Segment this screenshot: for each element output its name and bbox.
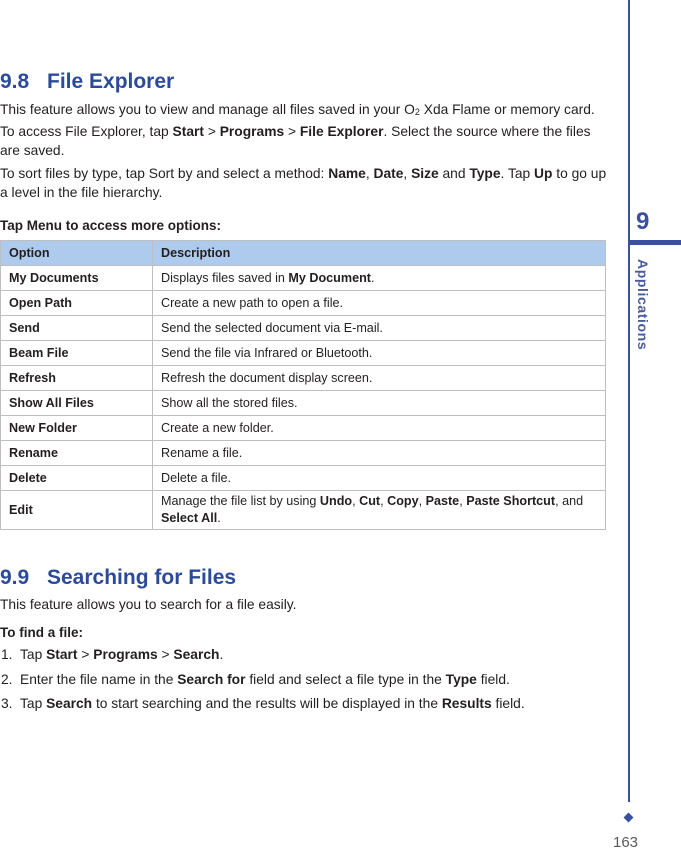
select-all-bold: Select All — [161, 511, 218, 525]
sort-size-bold: Size — [411, 166, 439, 181]
description-cell: Rename a file. — [153, 441, 606, 466]
option-cell: Edit — [1, 491, 153, 530]
comma: , — [459, 494, 467, 508]
description-cell: Create a new folder. — [153, 416, 606, 441]
table-row — [1, 341, 606, 366]
step-bold: Search — [173, 647, 220, 662]
step-end: field. — [476, 671, 510, 687]
sort-and: and — [438, 166, 470, 181]
option-cell: Show All Files — [1, 391, 153, 416]
search-intro: This feature allows you to search for a file easily. — [0, 597, 297, 612]
header-option: Option — [1, 241, 153, 266]
section-number: 9.9 — [0, 566, 30, 589]
description-cell: Refresh the document display screen. — [153, 366, 606, 391]
step-bold: Results — [441, 696, 492, 711]
comma: , — [352, 494, 360, 508]
comma: , — [380, 494, 388, 508]
intro-text-1: This feature allows you to view and manage all files saved in your O — [0, 102, 415, 117]
step-text: Tap — [20, 696, 47, 711]
diamond-icon — [624, 813, 634, 823]
list-item — [0, 694, 610, 719]
sort-comma-1: , — [365, 166, 374, 181]
sort-name-bold: Name — [328, 166, 366, 181]
step-text: Enter the file name in the — [20, 671, 178, 687]
sort-text-1: To sort files by type, tap Sort by and select a method: — [0, 166, 329, 181]
search-steps-list — [0, 645, 610, 719]
file-explorer-intro — [0, 100, 610, 160]
description-end: . — [370, 271, 375, 285]
description-cell — [153, 266, 606, 291]
option-cell: Send — [1, 316, 153, 341]
table-row — [1, 291, 606, 316]
find-file-label: To find a file: — [0, 625, 83, 640]
chapter-vertical-rule — [628, 0, 630, 802]
step-text: field and select a file type in the — [245, 671, 446, 687]
step-number: 3. — [1, 696, 13, 711]
step-text: to start searching and the results will be displayed in the — [92, 696, 442, 711]
table-header-row — [1, 241, 606, 266]
table-row — [1, 466, 606, 491]
table-row — [1, 416, 606, 441]
step-number: 2. — [1, 671, 13, 687]
cut-bold: Cut — [359, 494, 381, 508]
intro-sep-2: > — [284, 124, 300, 139]
description-text: Displays files saved in — [161, 271, 289, 285]
chapter-tab-bar — [628, 240, 681, 245]
intro-text-2: Xda Flame or memory card. To access File Explorer, tap — [0, 102, 595, 139]
table-row — [1, 316, 606, 341]
intro-file-explorer-bold: File Explorer — [299, 124, 384, 139]
description-cell — [153, 491, 606, 530]
chapter-name: Applications — [635, 259, 651, 351]
description-text: Manage the file list by using — [161, 494, 320, 508]
list-item — [0, 645, 610, 670]
step-bold: Search — [46, 696, 93, 711]
sort-paragraph — [0, 164, 610, 202]
copy-bold: Copy — [387, 494, 419, 508]
list-item — [0, 670, 610, 695]
sort-text-2: . Tap — [500, 166, 535, 181]
comma-and: , and — [555, 494, 584, 508]
page-number: 163 — [613, 834, 639, 851]
sort-comma-2: , — [403, 166, 412, 181]
menu-options-label: Tap Menu to access more options: — [0, 218, 222, 233]
options-table — [0, 240, 606, 530]
section-title: File Explorer — [47, 70, 175, 93]
table-row — [1, 491, 606, 530]
step-number: 1. — [1, 647, 13, 662]
paste-shortcut-bold: Paste Shortcut — [466, 494, 556, 508]
intro-sep-1: > — [203, 124, 220, 139]
description-cell: Send the file via Infrared or Bluetooth. — [153, 341, 606, 366]
section-heading-file-explorer — [0, 70, 174, 94]
step-bold: Search for — [177, 671, 246, 687]
sort-date-bold: Date — [373, 166, 404, 181]
chapter-number: 9 — [636, 208, 650, 235]
sort-up-bold: Up — [534, 166, 553, 181]
option-cell: Delete — [1, 466, 153, 491]
description-cell: Send the selected document via E-mail. — [153, 316, 606, 341]
intro-text-3: . Select the source where the files are saved. — [0, 124, 591, 158]
step-bold: Programs — [93, 647, 158, 662]
header-description: Description — [153, 241, 606, 266]
section-heading-searching-files — [0, 566, 236, 590]
section-number: 9.8 — [0, 70, 30, 93]
step-bold: Start — [46, 647, 78, 662]
option-cell: Open Path — [1, 291, 153, 316]
step-bold: Type — [445, 671, 477, 687]
step-end: field. — [491, 696, 525, 711]
intro-start-bold: Start — [172, 124, 204, 139]
table-row — [1, 441, 606, 466]
description-cell: Delete a file. — [153, 466, 606, 491]
step-sep: > — [157, 647, 174, 662]
option-cell: Beam File — [1, 341, 153, 366]
option-cell: Refresh — [1, 366, 153, 391]
comma: , — [418, 494, 426, 508]
paste-bold: Paste — [425, 494, 460, 508]
intro-programs-bold: Programs — [219, 124, 285, 139]
description-end: . — [217, 511, 221, 525]
section-title: Searching for Files — [47, 566, 237, 589]
sort-type-bold: Type — [469, 166, 501, 181]
description-bold: My Document — [288, 271, 371, 285]
step-text: Tap — [20, 647, 47, 662]
option-cell: New Folder — [1, 416, 153, 441]
step-sep: > — [77, 647, 94, 662]
table-row — [1, 391, 606, 416]
step-end: . — [219, 647, 224, 662]
description-cell: Show all the stored files. — [153, 391, 606, 416]
option-cell: Rename — [1, 441, 153, 466]
undo-bold: Undo — [319, 494, 353, 508]
description-cell: Create a new path to open a file. — [153, 291, 606, 316]
sort-text-3: to go up a level in the file hierarchy. — [0, 166, 607, 200]
option-cell: My Documents — [1, 266, 153, 291]
table-row — [1, 366, 606, 391]
intro-subscript: 2 — [414, 107, 420, 117]
table-row — [1, 266, 606, 291]
